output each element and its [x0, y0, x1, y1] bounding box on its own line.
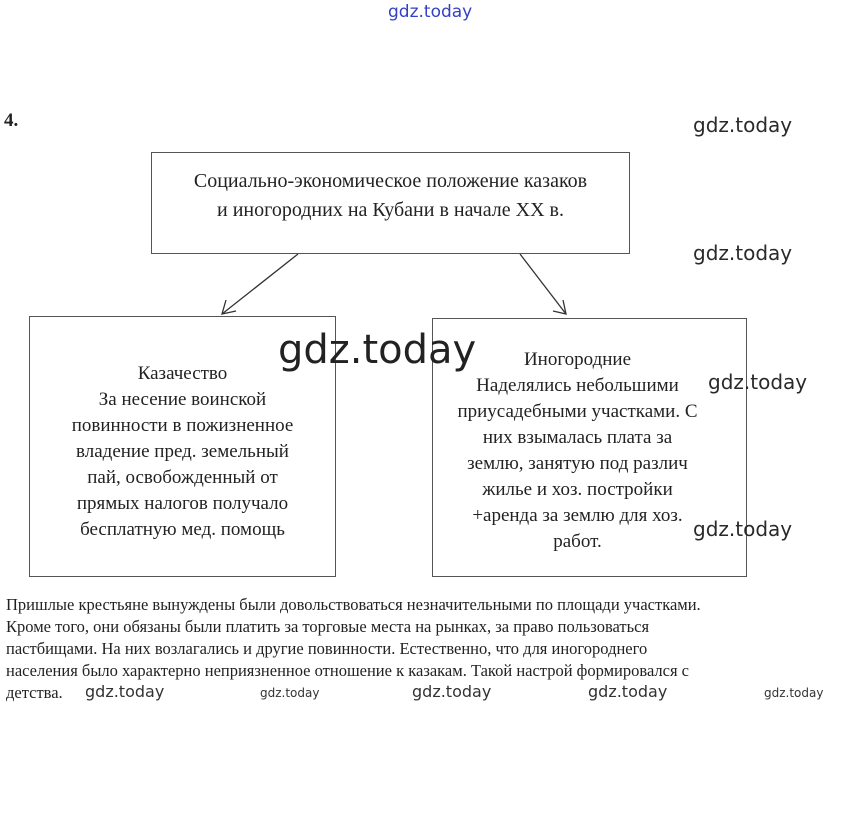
watermark-bottom-3: gdz.today [412, 682, 492, 701]
cossacks-line: За несение воинской [98, 389, 267, 410]
watermark-right-1: gdz.today [693, 113, 793, 137]
arrow-right-line [520, 254, 566, 314]
cossacks-line: пай, освобожденный от [87, 467, 278, 488]
nonresidents-line: Наделялись небольшими [476, 375, 679, 396]
arrow-left-line [222, 254, 298, 314]
cossacks-heading: Казачество [137, 363, 228, 384]
nonresidents-heading: Иногородние [523, 349, 632, 370]
nonresidents-line: них взымалась плата за [482, 427, 673, 448]
paragraph-line: Кроме того, они обязаны были платить за торговые места на рынках, за право пользоваться [6, 617, 650, 636]
nonresidents-line: жилье и хоз. постройки [482, 479, 673, 500]
watermark-right-4: gdz.today [693, 517, 793, 541]
cossacks-line: повинности в пожизненное [71, 415, 294, 436]
diagram-title-box [151, 152, 630, 254]
watermark-bottom-5: gdz.today [764, 686, 824, 700]
watermark-bottom-4: gdz.today [588, 682, 668, 701]
watermark-bottom-2: gdz.today [260, 686, 320, 700]
paragraph-line: детства. [6, 683, 63, 702]
cossacks-line: владение пред. земельный [76, 441, 289, 462]
nonresidents-line: землю, занятую под различ [467, 453, 688, 474]
watermark-bottom-1: gdz.today [85, 682, 165, 701]
nonresidents-line: работ. [553, 531, 602, 552]
watermark-right-2: gdz.today [693, 241, 793, 265]
watermark-right-3: gdz.today [708, 370, 808, 394]
watermark-center: gdz.today [278, 327, 477, 373]
nonresidents-line: приусадебными участками. С [457, 401, 698, 422]
diagram-title-line-2: и иногородних на Кубани в начале XX в. [217, 199, 564, 221]
cossacks-line: прямых налогов получало [76, 493, 289, 514]
diagram-title-line-1: Социально-экономическое положение казаков [193, 170, 588, 192]
paragraph-line: населения было характерно неприязненное отношение к казакам. Такой настрой формировался с [6, 661, 690, 680]
cossacks-line: бесплатную мед. помощь [80, 519, 285, 540]
paragraph-line: Пришлые крестьяне вынуждены были довольствоваться незначительными по площади участками. [6, 595, 701, 614]
watermark-top: gdz.today [388, 2, 473, 22]
nonresidents-line: +аренда за землю для хоз. [472, 505, 683, 526]
paragraph-line: пастбищами. На них возлагались и другие повинности. Естественно, что для иногороднего [6, 639, 648, 658]
task-number: 4. [4, 110, 19, 131]
